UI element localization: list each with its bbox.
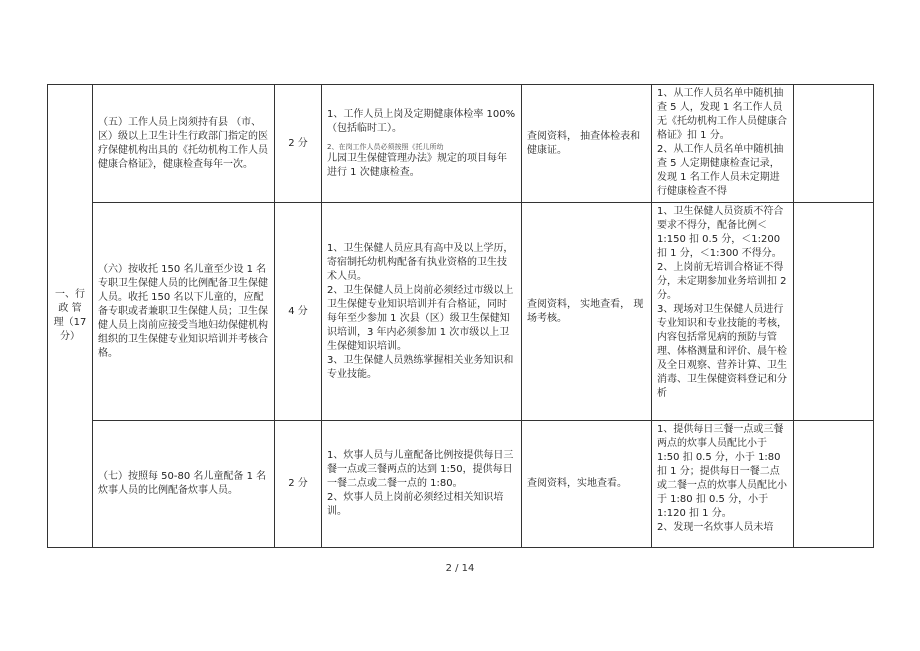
table-row-7 — [48, 421, 874, 548]
deduction-line: 3、现场对卫生保健人员进行专业知识和专业技能的考核，内容包括常见病的预防与管理、体格测量和评价、晨午检及全日观察、营养计算、卫生消毒、卫生保健资料登记和分析 — [657, 304, 787, 399]
deduction-cell — [652, 85, 794, 203]
deduction-line: 1、从工作人员名单中随机抽查 5 人，发现 1 名工作人员无《托幼机构工作人员健康合格证》扣 1 分。 — [657, 88, 787, 141]
method-text: 查阅资料， 实地查看， 现场考核。 — [527, 298, 644, 324]
item-text: （六）按收托 150 名儿童至少设 1 名专职卫生保健人员的比例配备卫生保健人员。收托 150 名以下儿童的，应配备专职或者兼职卫生保健人员；卫生保健人员上岗前应接受当地妇幼保健机构组织的卫生保健专业知识培训并考核合格。 — [98, 263, 268, 359]
deduction-cell — [652, 421, 794, 548]
standard-line: 1、炊事人员与儿童配备比例按提供每日三餐一点或三餐两点的达到 1:50，提供每日一餐二点或二餐一点的 1:80。 — [327, 450, 514, 489]
category-line: 一、行 — [55, 289, 85, 300]
method-text: 查阅资料， 抽查体检表和健康证。 — [527, 130, 641, 156]
table-row-5 — [48, 85, 874, 203]
remark-cell — [794, 203, 874, 421]
score-cell: 2 分 — [275, 85, 322, 203]
method-cell — [522, 85, 652, 203]
deduction-line: 2、从工作人员名单中随机抽查 5 人定期健康检查记录，发现 1 名工作人员未定期进行健康检查不得 — [657, 144, 784, 197]
standard-line: 3、卫生保健人员熟练掌握相关业务知识和专业技能。 — [327, 354, 514, 380]
category-line: 政 管 — [58, 303, 82, 314]
method-cell — [522, 421, 652, 548]
item-cell — [93, 421, 275, 548]
item-text: （七）按照每 50-80 名儿童配备 1 名炊事人员的比例配备炊事人员。 — [98, 471, 267, 496]
standard-cell — [322, 203, 522, 421]
item-cell — [93, 203, 275, 421]
inspection-table — [47, 84, 874, 548]
remark-cell — [794, 421, 874, 548]
category-line: 分） — [60, 331, 80, 342]
deduction-line: 2、上岗前无培训合格证不得分，未定期参加业务培训扣 2 分。 — [657, 262, 787, 301]
category-line: 理（17 — [53, 317, 87, 328]
table-row-6 — [48, 203, 874, 421]
score-cell: 2 分 — [275, 421, 322, 548]
standard-line: 儿园卫生保健管理办法》规定的项目每年进行 1 次健康检查。 — [327, 152, 507, 178]
standard-line: 2、卫生保健人员上岗前必须经过市级以上卫生保健专业知识培训并有合格证，同时每年至少参加 1 次县（区）级卫生保健知识培训，3 年内必须参加 1 次市级以上卫生保健知识培训。 — [327, 284, 514, 352]
standard-cell — [322, 421, 522, 548]
remark-cell — [794, 85, 874, 203]
standard-line: 2、炊事人员上岗前必须经过相关知识培训。 — [327, 492, 504, 517]
method-cell — [522, 203, 652, 421]
standard-cell — [322, 85, 522, 203]
category-cell — [48, 85, 93, 548]
standard-line: 1、工作人员上岗及定期健康体检率 100%（包括临时工）。 — [327, 108, 516, 134]
deduction-line: 1、卫生保健人员资质不符合要求不得分，配备比例＜1:150 扣 0.5 分，＜1:200 扣 1 分，＜1:300 不得分。 — [657, 206, 784, 259]
deduction-line: 2、发现一名炊事人员未培 — [657, 522, 774, 533]
deduction-cell — [652, 203, 794, 421]
item-text: （五）工作人员上岗须持有县 （市、区）级以上卫生计生行政部门指定的医疗保健机构出具的《托幼机构工作人员健康合格证》，健康检查每年一次。 — [98, 116, 268, 170]
page-number: 2 / 14 — [445, 563, 475, 574]
method-text: 查阅资料，实地查看。 — [527, 478, 627, 489]
standard-line: 2、在岗工作人员必须按照《托儿所幼 — [327, 142, 444, 151]
score-cell: 4 分 — [275, 203, 322, 421]
standard-line: 1、卫生保健人员应具有高中及以上学历，寄宿制托幼机构配备有执业资格的卫生技术人员。 — [327, 242, 514, 282]
deduction-line: 1、提供每日三餐一点或三餐两点的炊事人员配比小于 1:50 扣 0.5 分，小于 1:80 扣 1 分；提供每日一餐二点或二餐一点的炊事人员配比小于 1:80 扣 0.5 分，小于 1:120 扣 1 分。 — [657, 424, 787, 519]
item-cell — [93, 85, 275, 203]
